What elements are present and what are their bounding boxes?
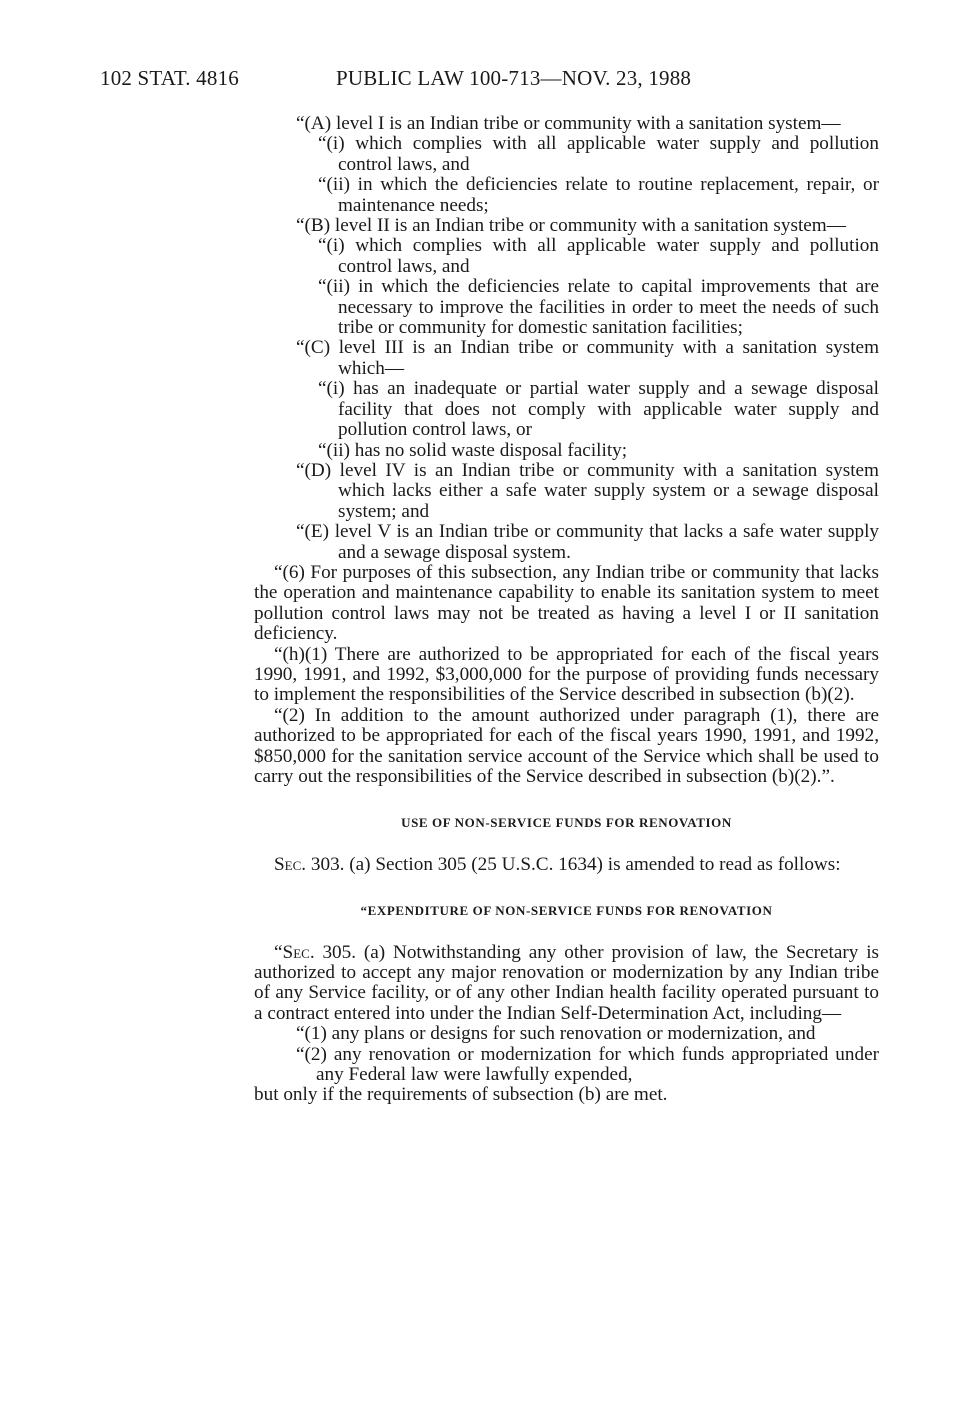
clause-b-i: “(i) which complies with all applicable water supply and pollution control laws, and xyxy=(318,235,879,277)
section-label: Sec. xyxy=(274,853,307,875)
clause-a-ii: “(ii) in which the deficiencies relate to routine replacement, repair, or maintenance needs; xyxy=(318,174,879,216)
section-label: Sec. xyxy=(282,941,315,963)
clause-b-level-2: “(B) level II is an Indian tribe or community with a sanitation system— xyxy=(296,215,846,237)
section-305-body: 305. (a) Notwithstanding any other provision of law, the Secretary is authorized to accept any major renovation or modernization by any Indian tribe of any Service facility, or of any other Indian health facility operated pursuant to a contract entered into under the Indian Self-Determination Act, including— xyxy=(254,941,879,1024)
running-head: PUBLIC LAW 100-713—NOV. 23, 1988 xyxy=(336,66,692,90)
clause-b-ii: “(ii) in which the deficiencies relate to capital improvements that are necessary to improve the facilities in order to meet the needs of such tribe or community for domestic sanitation facilities; xyxy=(318,276,879,339)
quote-mark: “ xyxy=(274,941,283,963)
list-item-2: “(2) any renovation or modernization for which funds appropriated under any Federal law were lawfully expended, xyxy=(296,1043,879,1086)
page-body xyxy=(254,114,879,1106)
subsection-h-1: “(h)(1) There are authorized to be appropriated for each of the fiscal years 1990, 1991, and 1992, $3,000,000 for the purpose of providing funds necessary to implement the responsibilities of the Service described in subsection (b)(2). xyxy=(254,643,879,706)
clause-a-level-1: “(A) level I is an Indian tribe or community with a sanitation system— xyxy=(296,113,841,134)
subsection-h-2: “(2) In addition to the amount authorized under paragraph (1), there are authorized to be appropriated for each of the fiscal years 1990, 1991, and 1992, $850,000 for the sanitation service account of the Service which shall be used to carry out the responsibilities of the Service described in subsection (b)(2).”. xyxy=(254,704,879,787)
list-item-1: “(1) any plans or designs for such renovation or modernization, and xyxy=(296,1023,816,1045)
paragraph-6: “(6) For purposes of this subsection, any Indian tribe or community that lacks the operation and maintenance capability to enable its sanitation system to meet pollution control laws may not be treated as having a level I or II sanitation deficiency. xyxy=(254,561,879,645)
clause-c-i: “(i) has an inadequate or partial water supply and a sewage disposal facility that does not comply with applicable water supply and pollution control laws, or xyxy=(318,378,879,441)
clause-a-i: “(i) which complies with all applicable water supply and pollution control laws, and xyxy=(318,133,879,175)
clause-c-ii: “(ii) has no solid waste disposal facility; xyxy=(318,439,628,461)
section-305-text xyxy=(254,943,879,1025)
clause-d-level-4: “(D) level IV is an Indian tribe or community with a sanitation system which lacks either a safe water supply system or a sewage disposal system; and xyxy=(296,459,879,522)
page-stat-number: 102 STAT. 4816 xyxy=(100,66,239,90)
clause-c-level-3: “(C) level III is an Indian tribe or community with a sanitation system which— xyxy=(296,337,879,379)
section-heading-expenditure: “EXPENDITURE OF NON-SERVICE FUNDS FOR RENOVATION xyxy=(360,903,773,919)
section-303-text xyxy=(254,855,879,875)
section-303-body: 303. (a) Section 305 (25 U.S.C. 1634) is amended to read as follows: xyxy=(306,853,841,875)
closing-text: but only if the requirements of subsection (b) are met. xyxy=(254,1084,668,1106)
clause-e-level-5: “(E) level V is an Indian tribe or community that lacks a safe water supply and a sewage disposal system. xyxy=(296,521,879,563)
section-heading-use-of-non-service-funds: USE OF NON-SERVICE FUNDS FOR RENOVATION xyxy=(401,815,732,831)
